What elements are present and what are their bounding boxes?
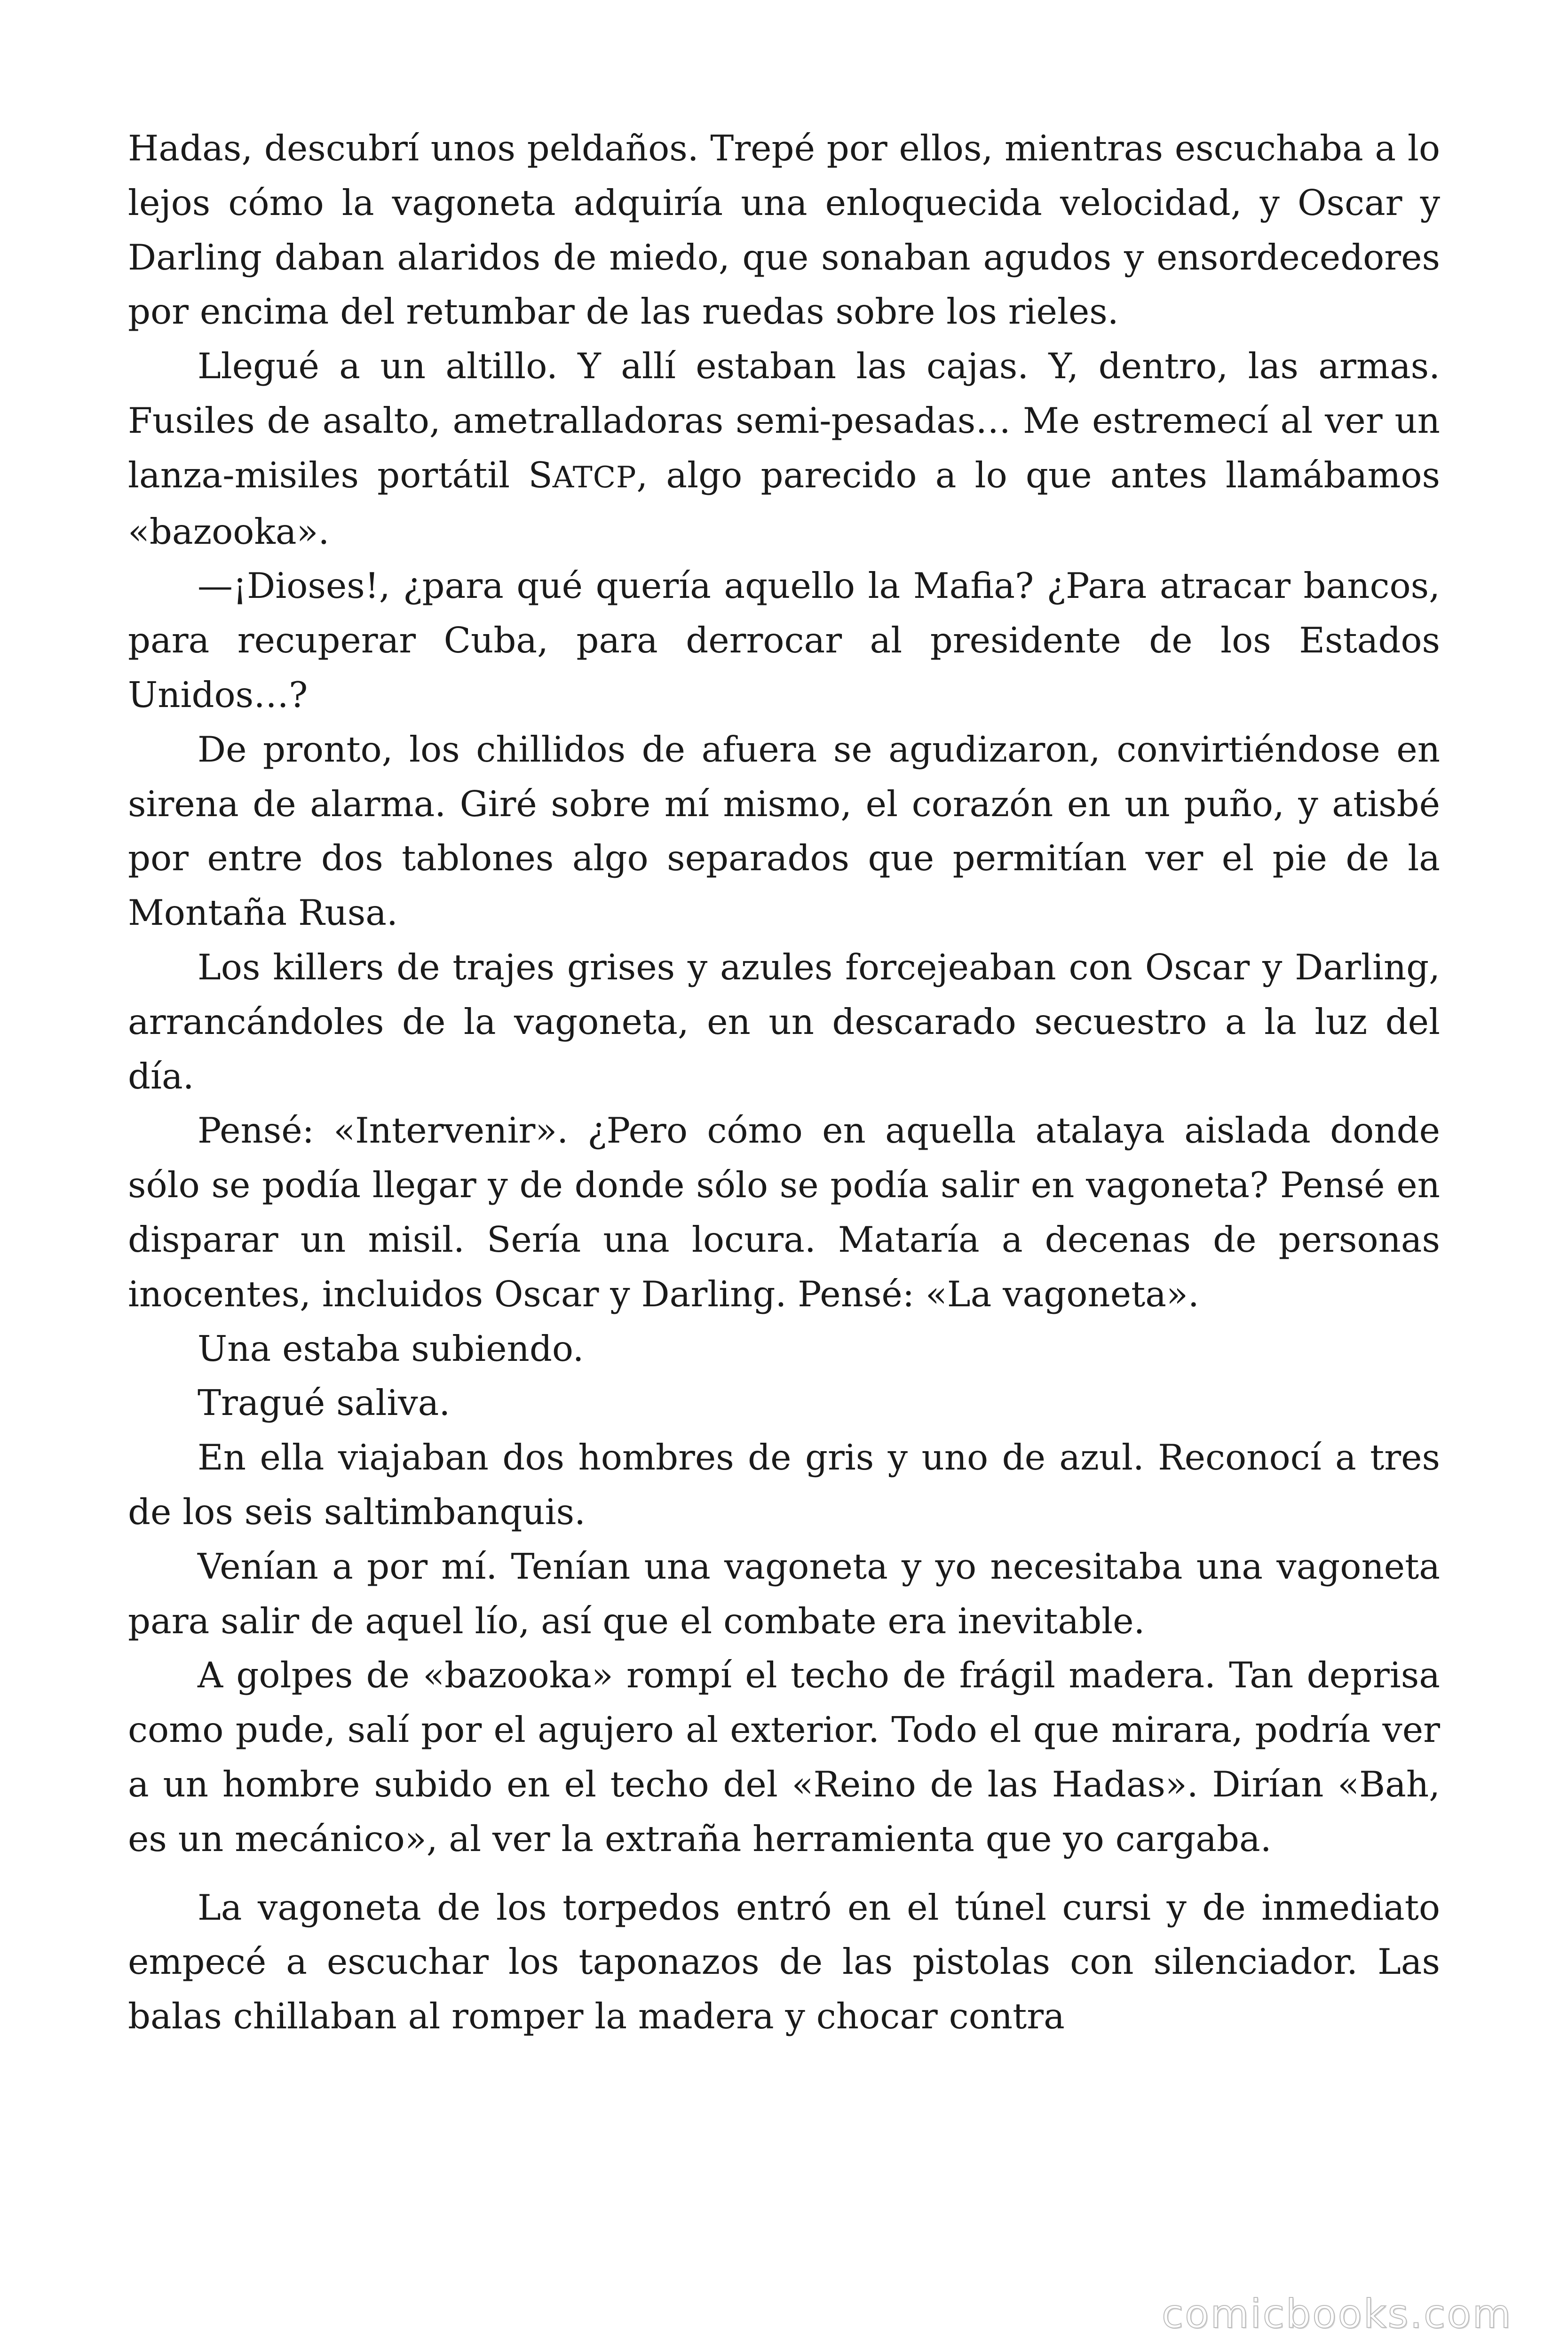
paragraph-12: La vagoneta de los torpedos entró en el túnel cursi y de inmediato empecé a escuchar los taponazos de las pistolas con silenciador. Las balas chillaban al romper la madera y chocar contra xyxy=(128,1886,1440,2037)
paragraph-2-text-after: , algo parecido a lo que antes llamábamos «bazooka». xyxy=(128,454,1440,552)
paragraph-3: —¡Dioses!, ¿para qué quería aquello la Mafia? ¿Para atracar bancos, para recuperar Cuba, para derrocar al presidente de los Estados Unidos…? xyxy=(128,565,1440,715)
paragraph-2 xyxy=(128,339,1440,559)
paragraph-7: Una estaba subiendo. xyxy=(198,1327,584,1369)
satcp-smallcaps: ATCP xyxy=(552,460,637,494)
paragraph-10: Venían a por mí. Tenían una vagoneta y yo necesitaba una vagoneta para salir de aquel lío, así que el combate era inevitable. xyxy=(128,1545,1440,1642)
paragraph-11: A golpes de «bazooka» rompí el techo de frágil madera. Tan deprisa como pude, salí por el agujero al exterior. Todo el que mirara, podría ver a un hombre subido en el techo del «Reino de las Hadas». Dirían «Bah, es un mecánico», al ver la extraña herramienta que yo cargaba. xyxy=(128,1654,1440,1859)
watermark: comicbooks.com xyxy=(1162,2291,1513,2337)
paragraph-6: Pensé: «Intervenir». ¿Pero cómo en aquella atalaya aislada donde sólo se podía llegar y de donde sólo se podía salir en vagoneta? Pensé en disparar un misil. Sería una locura. Mataría a decenas de personas inocentes, incluidos Oscar y Darling. Pensé: «La vagoneta». xyxy=(128,1110,1440,1315)
paragraph-4: De pronto, los chillidos de afuera se agudizaron, convirtiéndose en sirena de alarma. Giré sobre mí mismo, el corazón en un puño, y atisbé por entre dos tablones algo separados que permitían ver el pie de la Montaña Rusa. xyxy=(128,728,1440,934)
page-body xyxy=(128,121,1440,2044)
paragraph-8: Tragué saliva. xyxy=(198,1382,451,1424)
paragraph-1: Hadas, descubrí unos peldaños. Trepé por ellos, mientras escuchaba a lo lejos cómo la vagoneta adquiría una enloquecida velocidad, y Oscar y Darling daban alaridos de miedo, que sonaban agudos y ensordecedores por encima del retumbar de las ruedas sobre los rieles. xyxy=(128,127,1440,333)
satcp-initial: S xyxy=(528,454,553,496)
paragraph-5: Los killers de trajes grises y azules forcejeaban con Oscar y Darling, arrancándoles de la vagoneta, en un descarado secuestro a la luz del día. xyxy=(128,946,1440,1097)
paragraph-9: En ella viajaban dos hombres de gris y uno de azul. Reconocí a tres de los seis saltimbanquis. xyxy=(128,1437,1440,1533)
paragraph-2-text-before: Llegué a un altillo. Y allí estaban las cajas. Y, dentro, las armas. Fusiles de asalto, ametralladoras semi-pesadas… Me estremecí al ver un lanza-misiles portátil xyxy=(128,345,1440,496)
